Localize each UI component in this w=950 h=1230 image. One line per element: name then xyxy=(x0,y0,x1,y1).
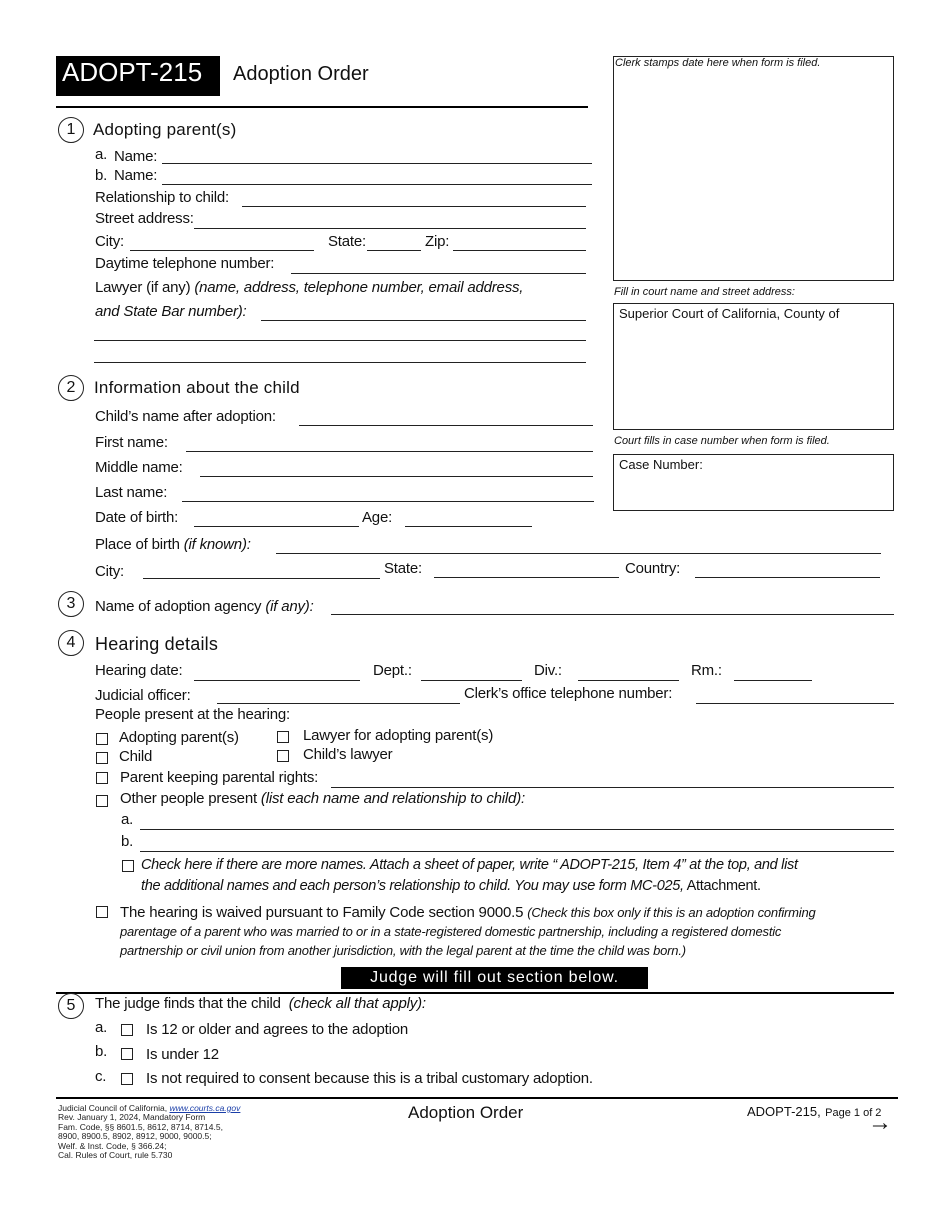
section-1-number: 1 xyxy=(58,117,84,143)
court-name-prefill: Superior Court of California, County of xyxy=(619,306,840,321)
waived-label: The hearing is waived pursuant to Family Code section 9000.5 xyxy=(120,904,524,921)
dob-label: Date of birth: xyxy=(95,509,179,526)
judge-finds-hint: (check all that apply): xyxy=(288,995,426,1012)
form-code: ADOPT-215 xyxy=(62,57,203,87)
agency-label-text: Name of adoption agency xyxy=(95,598,262,615)
birth-state-field[interactable] xyxy=(434,577,619,578)
checkbox-finding-b[interactable] xyxy=(121,1048,133,1060)
agency-hint: (if any): xyxy=(265,598,314,615)
agency-field[interactable] xyxy=(331,614,894,615)
other-a-marker: a. xyxy=(121,811,134,828)
other-a-field[interactable] xyxy=(140,829,894,830)
checkbox-finding-c[interactable] xyxy=(121,1073,133,1085)
court-name-note: Fill in court name and street address: xyxy=(614,286,795,298)
footer-website[interactable]: www.courts.ca.gov xyxy=(169,1103,241,1113)
judge-banner-text: Judge will fill out section below. xyxy=(370,969,619,986)
hearing-date-label: Hearing date: xyxy=(95,662,183,679)
officer-field[interactable] xyxy=(217,703,460,704)
footer-fam-code-1: Fam. Code, §§ 8601.5, 8612, 8714, 8714.5, xyxy=(58,1121,223,1132)
zip-label: Zip: xyxy=(425,233,450,250)
lawyer-field-2[interactable] xyxy=(94,340,586,341)
div-label: Div.: xyxy=(534,662,562,679)
footer-rule xyxy=(56,1097,898,1099)
header-rule xyxy=(56,106,588,108)
other-b-marker: b. xyxy=(121,833,134,850)
relationship-label: Relationship to child: xyxy=(95,189,230,206)
checkbox-finding-a[interactable] xyxy=(121,1024,133,1036)
dept-label: Dept.: xyxy=(373,662,412,679)
pob-label-text: Place of birth xyxy=(95,536,180,553)
section-4-number: 4 xyxy=(58,630,84,656)
birth-country-field[interactable] xyxy=(695,577,880,578)
opt-child-lawyer: Child’s lawyer xyxy=(303,746,393,763)
finding-b-text: Is under 12 xyxy=(146,1046,219,1063)
clerk-phone-label: Clerk’s office telephone number: xyxy=(464,685,673,702)
court-name-box[interactable] xyxy=(613,303,894,430)
section-4-title: Hearing details xyxy=(95,634,219,654)
finding-c-text: Is not required to consent because this is a tribal customary adoption. xyxy=(146,1070,593,1087)
section-1-title: Adopting parent(s) xyxy=(93,120,237,139)
middle-name-label: Middle name: xyxy=(95,459,183,476)
dept-field[interactable] xyxy=(421,680,522,681)
form-title: Adoption Order xyxy=(233,63,369,85)
birth-country-label: Country: xyxy=(625,560,681,577)
section-2-number: 2 xyxy=(58,375,84,401)
div-field[interactable] xyxy=(578,680,679,681)
case-number-label: Case Number: xyxy=(619,457,703,472)
waived-hint-2: parentage of a parent who was married to or in a state-registered domestic partnership, including a registered domestic xyxy=(120,924,782,939)
checkbox-lawyer-parents[interactable] xyxy=(277,731,289,743)
section-5-number: 5 xyxy=(58,993,84,1019)
name-after-field[interactable] xyxy=(299,425,593,426)
officer-label: Judicial officer: xyxy=(95,687,191,704)
footer-rev: Rev. January 1, 2024, Mandatory Form xyxy=(58,1112,206,1123)
more-names-line2-end: Attachment. xyxy=(686,878,761,894)
footer-right-code: ADOPT-215, xyxy=(747,1104,821,1119)
rm-field[interactable] xyxy=(734,680,812,681)
first-name-field[interactable] xyxy=(186,451,593,452)
parent-a-name-field[interactable] xyxy=(162,163,592,164)
clerk-stamp-note: Clerk stamps date here when form is filed. xyxy=(615,57,821,69)
checkbox-more-names[interactable] xyxy=(122,860,134,872)
judge-finds-label xyxy=(95,995,426,1012)
lawyer-field-3[interactable] xyxy=(94,362,586,363)
city-field[interactable] xyxy=(130,250,314,251)
state-label: State: xyxy=(328,233,366,250)
judge-finds-title: The judge finds that the child xyxy=(95,995,281,1012)
parent-b-name-label: Name: xyxy=(114,167,158,184)
street-field[interactable] xyxy=(194,228,586,229)
checkbox-hearing-waived[interactable] xyxy=(96,906,108,918)
state-field[interactable] xyxy=(367,250,421,251)
case-number-note: Court fills in case number when form is filed. xyxy=(614,435,830,447)
dob-field[interactable] xyxy=(194,526,359,527)
more-names-line2-wrap xyxy=(141,878,761,894)
section-2-title: Information about the child xyxy=(94,378,300,397)
checkbox-child[interactable] xyxy=(96,752,108,764)
more-names-line2: the additional names and each person’s relationship to child. You may use form MC-025, xyxy=(141,878,684,894)
name-after-label: Child’s name after adoption: xyxy=(95,408,276,425)
footer-rules: Cal. Rules of Court, rule 5.730 xyxy=(58,1150,173,1161)
footer-welf-code: Welf. & Inst. Code, § 366.24; xyxy=(58,1140,167,1151)
pob-label xyxy=(95,536,251,553)
last-name-label: Last name: xyxy=(95,484,168,501)
opt-parent-keeping: Parent keeping parental rights: xyxy=(120,769,319,786)
birth-city-label: City: xyxy=(95,563,125,580)
waived-line1 xyxy=(120,904,816,921)
first-name-label: First name: xyxy=(95,434,168,451)
age-label: Age: xyxy=(362,509,393,526)
street-label: Street address: xyxy=(95,210,194,227)
finding-b-marker: b. xyxy=(95,1043,108,1060)
people-present-label: People present at the hearing: xyxy=(95,706,290,723)
birth-state-label: State: xyxy=(384,560,422,577)
finding-a-marker: a. xyxy=(95,1019,108,1036)
relationship-field[interactable] xyxy=(242,206,586,207)
judge-rule xyxy=(56,992,894,994)
clerk-stamp-box xyxy=(613,56,894,281)
parent-b-name-field[interactable] xyxy=(162,184,592,185)
checkbox-adopting-parents[interactable] xyxy=(96,733,108,745)
city-label: City: xyxy=(95,233,125,250)
section-3-number: 3 xyxy=(58,591,84,617)
opt-other-hint: (list each name and relationship to child): xyxy=(260,790,525,807)
phone-label: Daytime telephone number: xyxy=(95,255,275,272)
footer-page: Page 1 of 2 xyxy=(825,1107,882,1119)
finding-a-text: Is 12 or older and agrees to the adoption xyxy=(146,1021,408,1038)
opt-lawyer-parents: Lawyer for adopting parent(s) xyxy=(303,727,494,744)
lawyer-label-text: Lawyer (if any) xyxy=(95,279,191,296)
phone-field[interactable] xyxy=(291,273,586,274)
rm-label: Rm.: xyxy=(691,662,722,679)
waived-hint-3: partnership or civil union from another jurisdiction, with the legal parent at the time the child was born.) xyxy=(120,943,686,958)
more-names-line1: Check here if there are more names. Attach a sheet of paper, write “ ADOPT-215, Item 4” at the top, and list xyxy=(141,857,798,873)
footer-council: Judicial Council of California, xyxy=(58,1103,168,1113)
parent-b-marker: b. xyxy=(95,167,108,184)
zip-field[interactable] xyxy=(453,250,586,251)
footer-center-title: Adoption Order xyxy=(408,1103,524,1122)
opt-child: Child xyxy=(119,748,153,765)
other-b-field[interactable] xyxy=(140,851,894,852)
lawyer-hint-2: and State Bar number): xyxy=(95,303,247,320)
checkbox-child-lawyer[interactable] xyxy=(277,750,289,762)
parent-a-marker: a. xyxy=(95,146,108,163)
pob-field[interactable] xyxy=(276,553,881,554)
opt-other-people xyxy=(120,790,525,807)
lawyer-hint-1: (name, address, telephone number, email address, xyxy=(194,279,524,296)
hearing-date-field[interactable] xyxy=(194,680,360,681)
lawyer-label xyxy=(95,279,523,296)
footer-right xyxy=(747,1103,881,1121)
lawyer-field-1[interactable] xyxy=(261,320,586,321)
age-field[interactable] xyxy=(405,526,532,527)
footer-citations xyxy=(58,1104,240,1160)
checkbox-parent-keeping[interactable] xyxy=(96,772,108,784)
agency-label xyxy=(95,598,314,615)
checkbox-other-people[interactable] xyxy=(96,795,108,807)
next-page-arrow-icon: → xyxy=(868,1109,892,1136)
opt-other-text: Other people present xyxy=(120,790,257,807)
parent-a-name-label: Name: xyxy=(114,148,158,165)
finding-c-marker: c. xyxy=(95,1068,107,1085)
last-name-field[interactable] xyxy=(182,501,594,502)
footer-fam-code-2: 8900, 8900.5, 8902, 8912, 9000, 9000.5; xyxy=(58,1131,212,1142)
parent-keeping-field[interactable] xyxy=(331,787,894,788)
clerk-phone-field[interactable] xyxy=(696,703,894,704)
pob-hint: (if known): xyxy=(183,536,251,553)
birth-city-field[interactable] xyxy=(143,578,380,579)
waived-hint-1: (Check this box only if this is an adoption confirming xyxy=(527,905,816,920)
opt-adopting-parents: Adopting parent(s) xyxy=(119,729,239,746)
middle-name-field[interactable] xyxy=(200,476,593,477)
